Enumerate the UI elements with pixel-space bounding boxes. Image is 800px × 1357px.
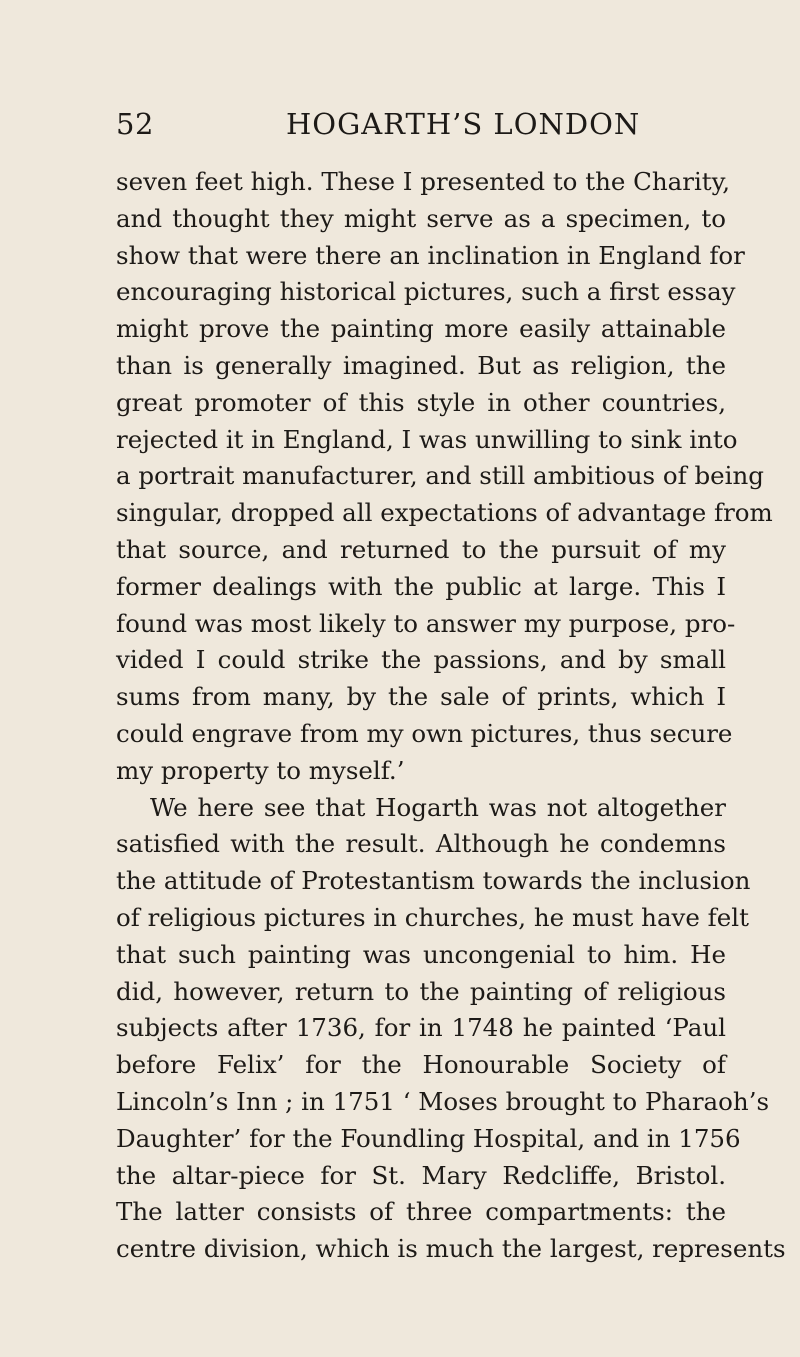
text-line: Lincoln’s Inn ; in 1751 ‘ Moses brought to Pharaoh’s [116, 1086, 770, 1116]
paragraph-start-line: We here see that Hogarth was not altogether [150, 792, 726, 822]
text-line: The latter consists of three compartments: the [116, 1197, 726, 1227]
page-number: 52 [116, 107, 154, 141]
text-line: vided I could strike the passions, and by small [116, 645, 726, 675]
text-line: satisfied with the result. Although he condemns [116, 829, 726, 859]
text-line: my property to myself.’ [116, 755, 405, 785]
text-line: great promoter of this style in other countries, [116, 387, 726, 417]
text-line: and thought they might serve as a specimen, to [116, 203, 726, 233]
text-line: seven feet high. These I presented to the Charity, [116, 167, 731, 196]
text-line: could engrave from my own pictures, thus secure [116, 718, 733, 748]
running-title: HOGARTH’S LONDON [286, 107, 641, 141]
text-line: found was most likely to answer my purpose, pro- [116, 608, 736, 638]
text-line: encouraging historical pictures, such a first essay [116, 277, 736, 307]
text-line: did, however, return to the painting of religious [116, 976, 726, 1006]
text-line: a portrait manufacturer, and still ambitious of being [116, 461, 764, 491]
text-line: that source, and returned to the pursuit of my [116, 534, 726, 564]
body-text [116, 164, 786, 1268]
text-line: rejected it in England, I was unwilling to sink into [116, 424, 738, 454]
text-line: singular, dropped all expectations of advantage from [116, 498, 773, 528]
text-line: centre division, which is much the largest, represents [116, 1234, 786, 1264]
running-head [116, 104, 726, 144]
text-line: the altar-piece for St. Mary Redcliffe, Bristol. [116, 1160, 726, 1190]
text-line: might prove the painting more easily attainable [116, 314, 726, 344]
text-line: before Felix’ for the Honourable Society of [116, 1050, 726, 1080]
text-line: than is generally imagined. But as religion, the [116, 350, 726, 380]
text-line: former dealings with the public at large. This I [116, 571, 726, 601]
text-line: that such painting was uncongenial to him. He [116, 939, 726, 969]
text-line: subjects after 1736, for in 1748 he painted ‘Paul [116, 1013, 726, 1043]
text-line: the attitude of Protestantism towards the inclusion [116, 866, 751, 896]
text-line: Daughter’ for the Foundling Hospital, and in 1756 [116, 1123, 741, 1153]
text-line: of religious pictures in churches, he must have felt [116, 902, 749, 932]
text-line: show that were there an inclination in England for [116, 240, 745, 270]
text-line: sums from many, by the sale of prints, which I [116, 682, 726, 712]
